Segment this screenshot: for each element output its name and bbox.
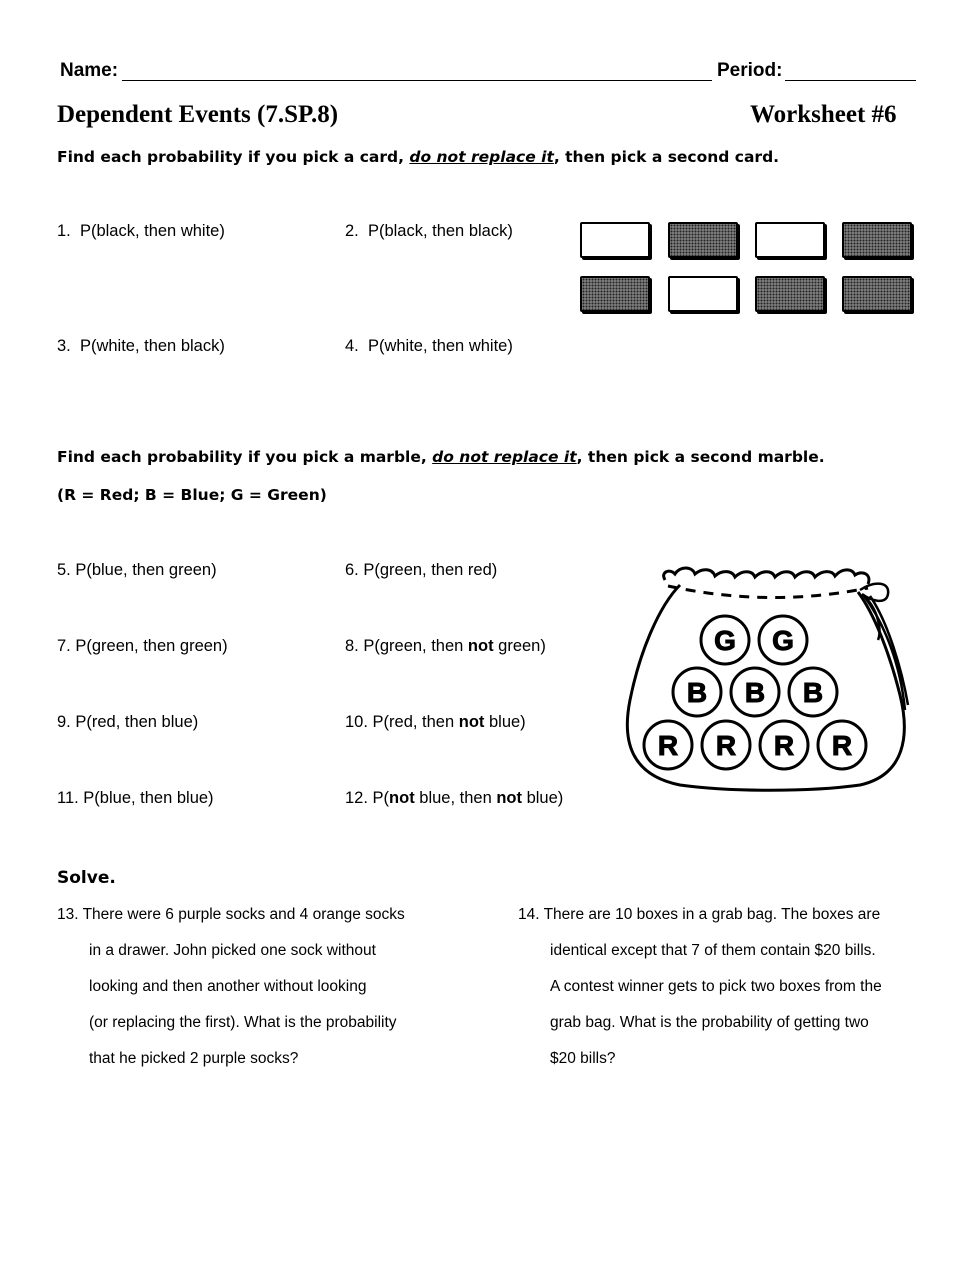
marble-bag-illustration bbox=[620, 560, 920, 800]
marble-R bbox=[702, 721, 750, 769]
marble-G bbox=[759, 616, 807, 664]
svg-text:G: G bbox=[714, 625, 736, 656]
problem-2: 2. P(black, then black) bbox=[345, 222, 513, 240]
solve-heading: Solve. bbox=[57, 868, 116, 888]
question-13-line-2: in a drawer. John picked one sock without bbox=[89, 942, 376, 959]
marble-B bbox=[731, 668, 779, 716]
period-blank[interactable] bbox=[785, 80, 916, 81]
card-black bbox=[842, 222, 912, 258]
card-white bbox=[668, 276, 738, 312]
marble-G bbox=[701, 616, 749, 664]
svg-text:R: R bbox=[657, 730, 679, 761]
svg-text:B: B bbox=[744, 677, 766, 708]
question-14-line-4: grab bag. What is the probability of getting two bbox=[550, 1014, 869, 1031]
marbles-legend: (R = Red; B = Blue; G = Green) bbox=[57, 486, 327, 504]
svg-text:B: B bbox=[686, 677, 708, 708]
svg-text:G: G bbox=[772, 625, 794, 656]
svg-text:B: B bbox=[802, 677, 824, 708]
problem-1: 1. P(black, then white) bbox=[57, 222, 225, 240]
question-13-line-4: (or replacing the first). What is the probability bbox=[89, 1014, 397, 1031]
card-black bbox=[580, 276, 650, 312]
problem-9: 9. P(red, then blue) bbox=[57, 713, 199, 731]
marbles-instruction: Find each probability if you pick a marble, do not replace it, then pick a second marble. bbox=[57, 448, 825, 466]
name-label: Name: bbox=[60, 60, 119, 81]
card-black bbox=[755, 276, 825, 312]
problem-10: 10. P(red, then not blue) bbox=[345, 713, 526, 731]
name-blank[interactable] bbox=[122, 80, 712, 81]
problem-5: 5. P(blue, then green) bbox=[57, 561, 217, 579]
svg-text:R: R bbox=[831, 730, 853, 761]
problem-8: 8. P(green, then not green) bbox=[345, 637, 546, 655]
marble-R bbox=[818, 721, 866, 769]
question-14-line-3: A contest winner gets to pick two boxes from the bbox=[550, 978, 882, 995]
question-13-line-3: looking and then another without looking bbox=[89, 978, 367, 995]
question-14-line-1: 14. There are 10 boxes in a grab bag. The boxes are bbox=[518, 906, 881, 923]
marble-B bbox=[673, 668, 721, 716]
problem-7: 7. P(green, then green) bbox=[57, 637, 228, 655]
question-14-line-5: $20 bills? bbox=[550, 1050, 616, 1067]
question-14-line-2: identical except that 7 of them contain $20 bills. bbox=[550, 942, 876, 959]
worksheet-number: Worksheet #6 bbox=[750, 101, 897, 128]
problem-6: 6. P(green, then red) bbox=[345, 561, 498, 579]
cards-instruction: Find each probability if you pick a card, do not replace it, then pick a second card. bbox=[57, 148, 780, 166]
question-13-line-5: that he picked 2 purple socks? bbox=[89, 1050, 299, 1067]
bag-drawstring bbox=[668, 586, 868, 598]
svg-text:R: R bbox=[715, 730, 737, 761]
question-13-line-1: 13. There were 6 purple socks and 4 orange socks bbox=[57, 906, 405, 923]
period-label: Period: bbox=[717, 60, 783, 81]
card-black bbox=[668, 222, 738, 258]
problem-12: 12. P(not blue, then not blue) bbox=[345, 789, 564, 807]
problem-11: 11. P(blue, then blue) bbox=[57, 789, 214, 807]
marble-R bbox=[644, 721, 692, 769]
problem-3: 3. P(white, then black) bbox=[57, 337, 225, 355]
bag-ruffle bbox=[664, 568, 869, 584]
card-white bbox=[580, 222, 650, 258]
problem-4: 4. P(white, then white) bbox=[345, 337, 513, 355]
card-black bbox=[842, 276, 912, 312]
svg-text:R: R bbox=[773, 730, 795, 761]
marble-R bbox=[760, 721, 808, 769]
marble-B bbox=[789, 668, 837, 716]
page-title: Dependent Events (7.SP.8) bbox=[57, 101, 339, 128]
card-white bbox=[755, 222, 825, 258]
